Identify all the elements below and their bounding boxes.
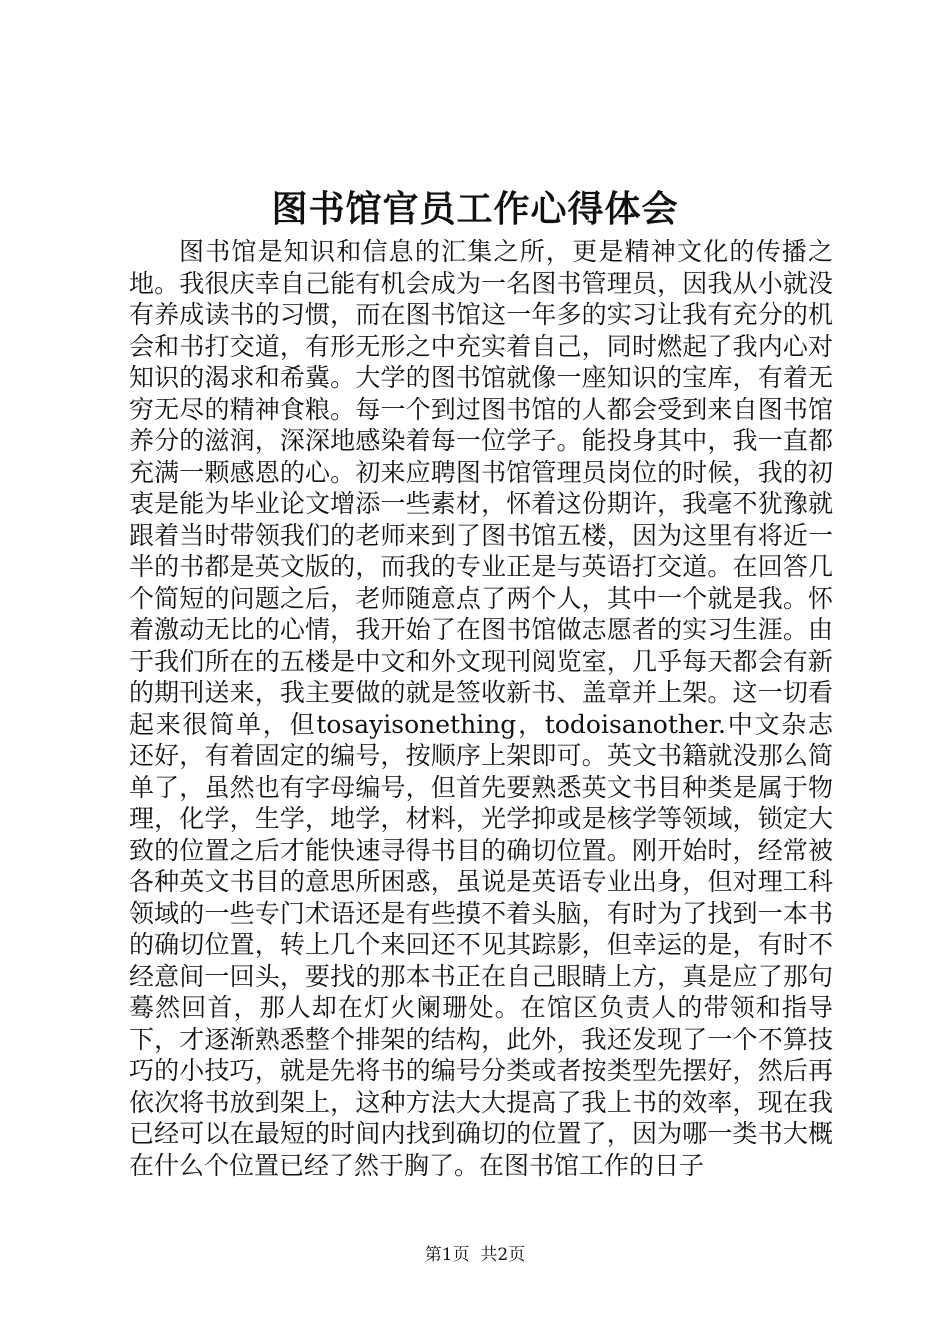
page-number-total: 共2页 [480,1245,526,1265]
document-title: 图书馆官员工作心得体会 [271,188,679,230]
page-number-current: 第1页 [424,1245,470,1265]
document-body-paragraph: 图书馆是知识和信息的汇集之所，更是精神文化的传播之地。我很庆幸自己能有机会成为一名图书管理员，因我从小就没有养成读书的习惯，而在图书馆这一年多的实习让我有充分的机会和书打交道，有形无形之中充实着自己，同时燃起了我内心对知识的渴求和希冀。大学的图书馆就像一座知识的宝库，有着无穷无尽的精神食粮。每一个到过图书馆的人都会受到来自图书馆养分的滋润，深深地感染着每一位学子。能投身其中，我一直都充满一颗感恩的心。初来应聘图书馆管理员岗位的时候，我的初衷是能为毕业论文增添一些素材，怀着这份期许，我毫不犹豫就跟着当时带领我们的老师来到了图书馆五楼，因为这里有将近一半的书都是英文版的，而我的专业正是与英语打交道。在回答几个简短的问题之后，老师随意点了两个人，其中一个就是我。怀着激动无比的心情，我开始了在图书馆做志愿者的实习生涯。由于我们所在的五楼是中文和外文现刊阅览室，几乎每天都会有新的期刊送来，我主要做的就是签收新书、盖章并上架。这一切看起来很简单，但tosayisonething，todoisanother.中文杂志还好，有着固定的编号，按顺序上架即可。英文书籍就没那么简单了，虽然也有字母编号，但首先要熟悉英文书目种类是属于物理，化学，生学，地学，材料，光学抑或是核学等领域，锁定大致的位置之后才能快速寻得书目的确切位置。刚开始时，经常被各种英文书目的意思所困惑，虽说是英语专业出身，但对理工科领域的一些专门术语还是有些摸不着头脑，有时为了找到一本书的确切位置，转上几个来回还不见其踪影，但幸运的是，有时不经意间一回头，要找的那本书正在自己眼睛上方，真是应了那句蓦然回首，那人却在灯火阑珊处。在馆区负责人的带领和指导下，才逐渐熟悉整个排架的结构，此外，我还发现了一个不算技巧的小技巧，就是先将书的编号分类或者按类型先摆好，然后再依次将书放到架上，这种方法大大提高了我上书的效率，现在我已经可以在最短的时间内找到确切的位置了，因为哪一类书大概在什么个位置已经了然于胸了。在图书馆工作的日子 [129,237,833,1180]
page-footer [0,1243,950,1267]
footer-separator [470,1245,481,1265]
